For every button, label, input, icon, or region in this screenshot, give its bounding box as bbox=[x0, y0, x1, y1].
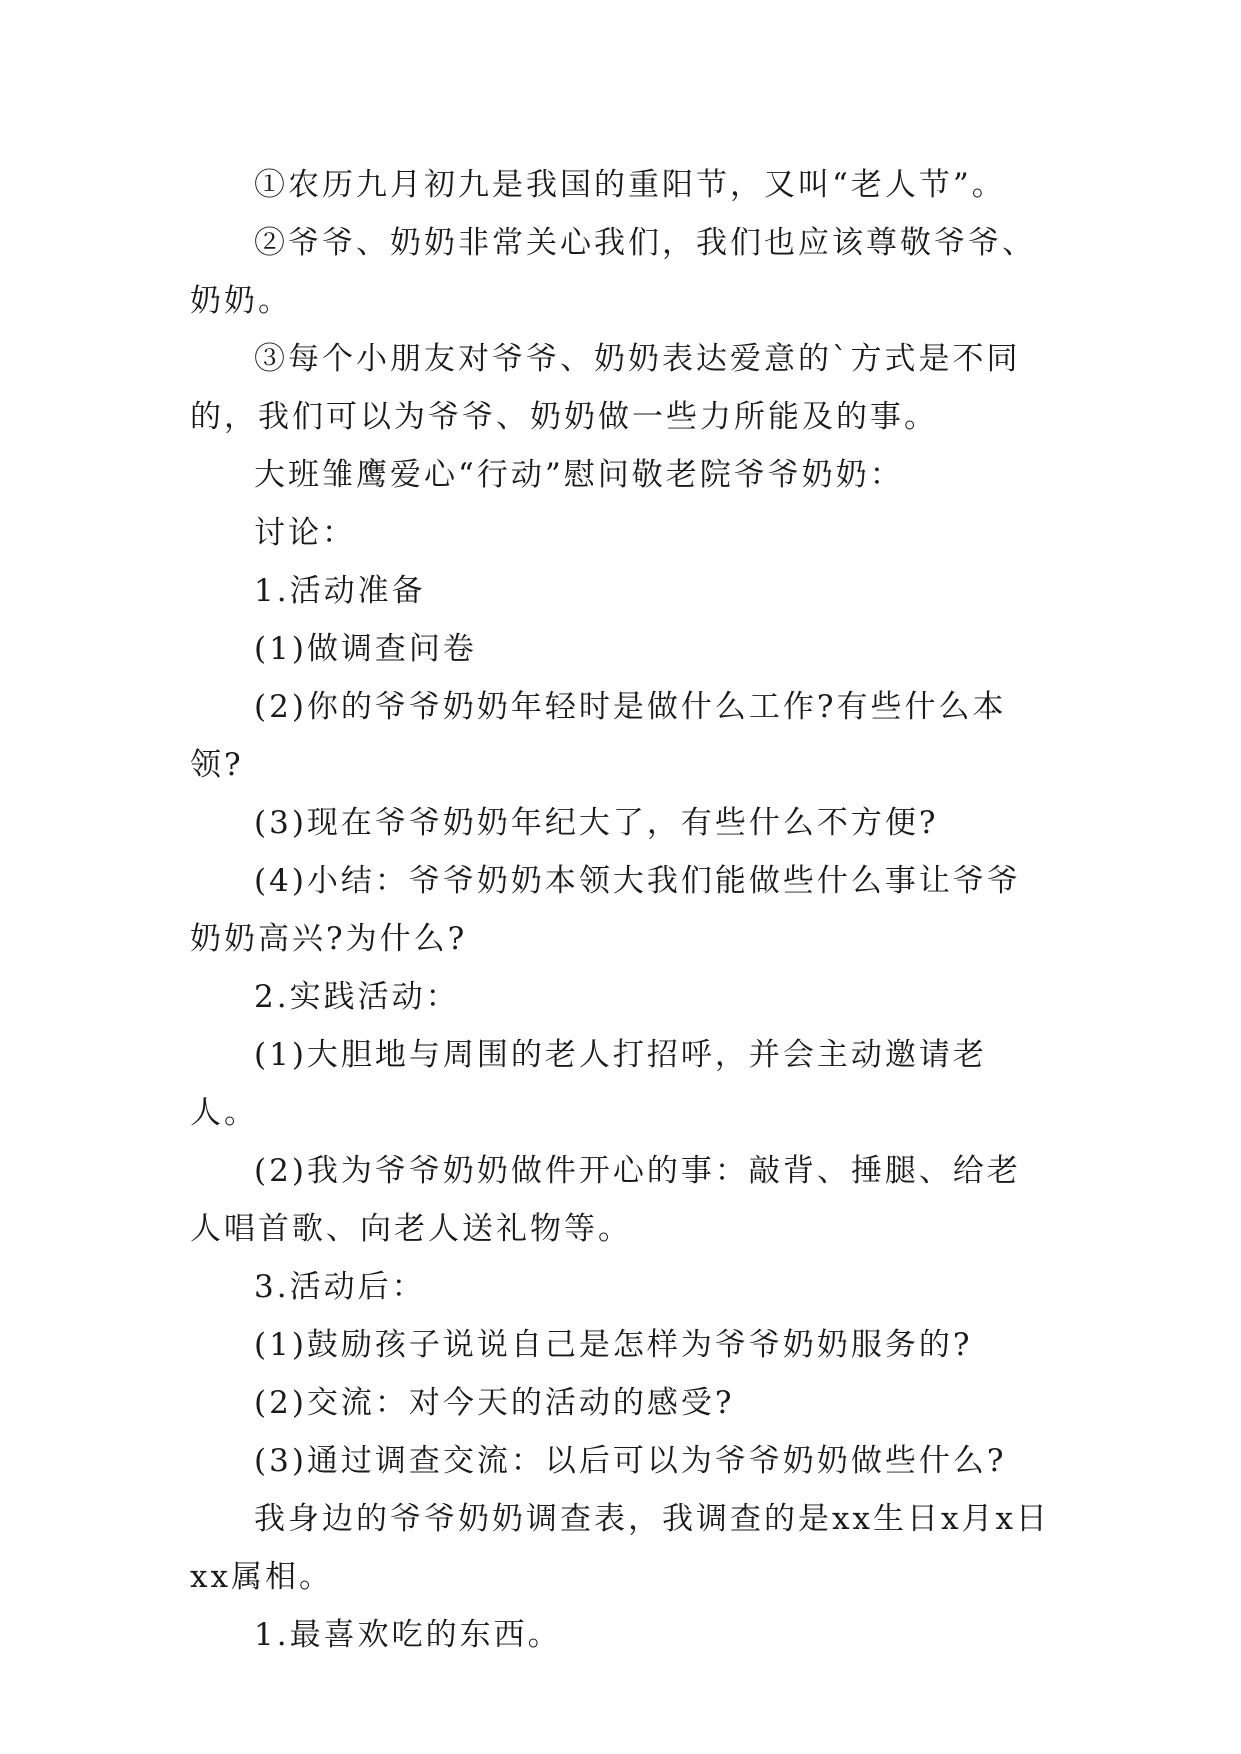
list-item: (1)大胆地与周围的老人打招呼，并会主动邀请老人。 bbox=[190, 1037, 987, 1131]
paragraph: ③每个小朋友对爷爷、奶奶表达爱意的`方式是不同的，我们可以为爷爷、奶奶做一些力所能及的事。 bbox=[190, 341, 1021, 435]
list-item: (2)交流：对今天的活动的感受? bbox=[254, 1385, 735, 1421]
list-item: (3)通过调查交流：以后可以为爷爷奶奶做些什么? bbox=[254, 1443, 1007, 1479]
section-heading: 2.实践活动： bbox=[254, 979, 460, 1015]
paragraph: ②爷爷、奶奶非常关心我们，我们也应该尊敬爷爷、奶奶。 bbox=[190, 225, 1036, 319]
list-item: (2)你的爷爷奶奶年轻时是做什么工作?有些什么本领? bbox=[190, 689, 1007, 783]
list-item: (3)现在爷爷奶奶年纪大了，有些什么不方便? bbox=[254, 805, 939, 841]
paragraph: 讨论： bbox=[254, 515, 356, 551]
paragraph: 大班雏鹰爱心“行动”慰问敬老院爷爷奶奶： bbox=[254, 457, 904, 493]
list-item: (2)我为爷爷奶奶做件开心的事：敲背、捶腿、给老人唱首歌、向老人送礼物等。 bbox=[190, 1153, 1021, 1247]
document-body bbox=[190, 156, 1050, 1664]
section-heading: 3.活动后： bbox=[254, 1269, 426, 1305]
list-item: (4)小结：爷爷奶奶本领大我们能做些什么事让爷爷奶奶高兴?为什么? bbox=[190, 863, 1021, 957]
list-item: 1.最喜欢吃的东西。 bbox=[254, 1617, 562, 1653]
list-item: (1)鼓励孩子说说自己是怎样为爷爷奶奶服务的? bbox=[254, 1327, 973, 1363]
list-item: (1)做调查问卷 bbox=[254, 631, 477, 667]
section-heading: 1.活动准备 bbox=[254, 573, 426, 609]
paragraph: 我身边的爷爷奶奶调查表，我调查的是xx生日x月x日xx属相。 bbox=[190, 1501, 1050, 1595]
paragraph: ①农历九月初九是我国的重阳节，又叫“老人节”。 bbox=[254, 167, 1006, 203]
